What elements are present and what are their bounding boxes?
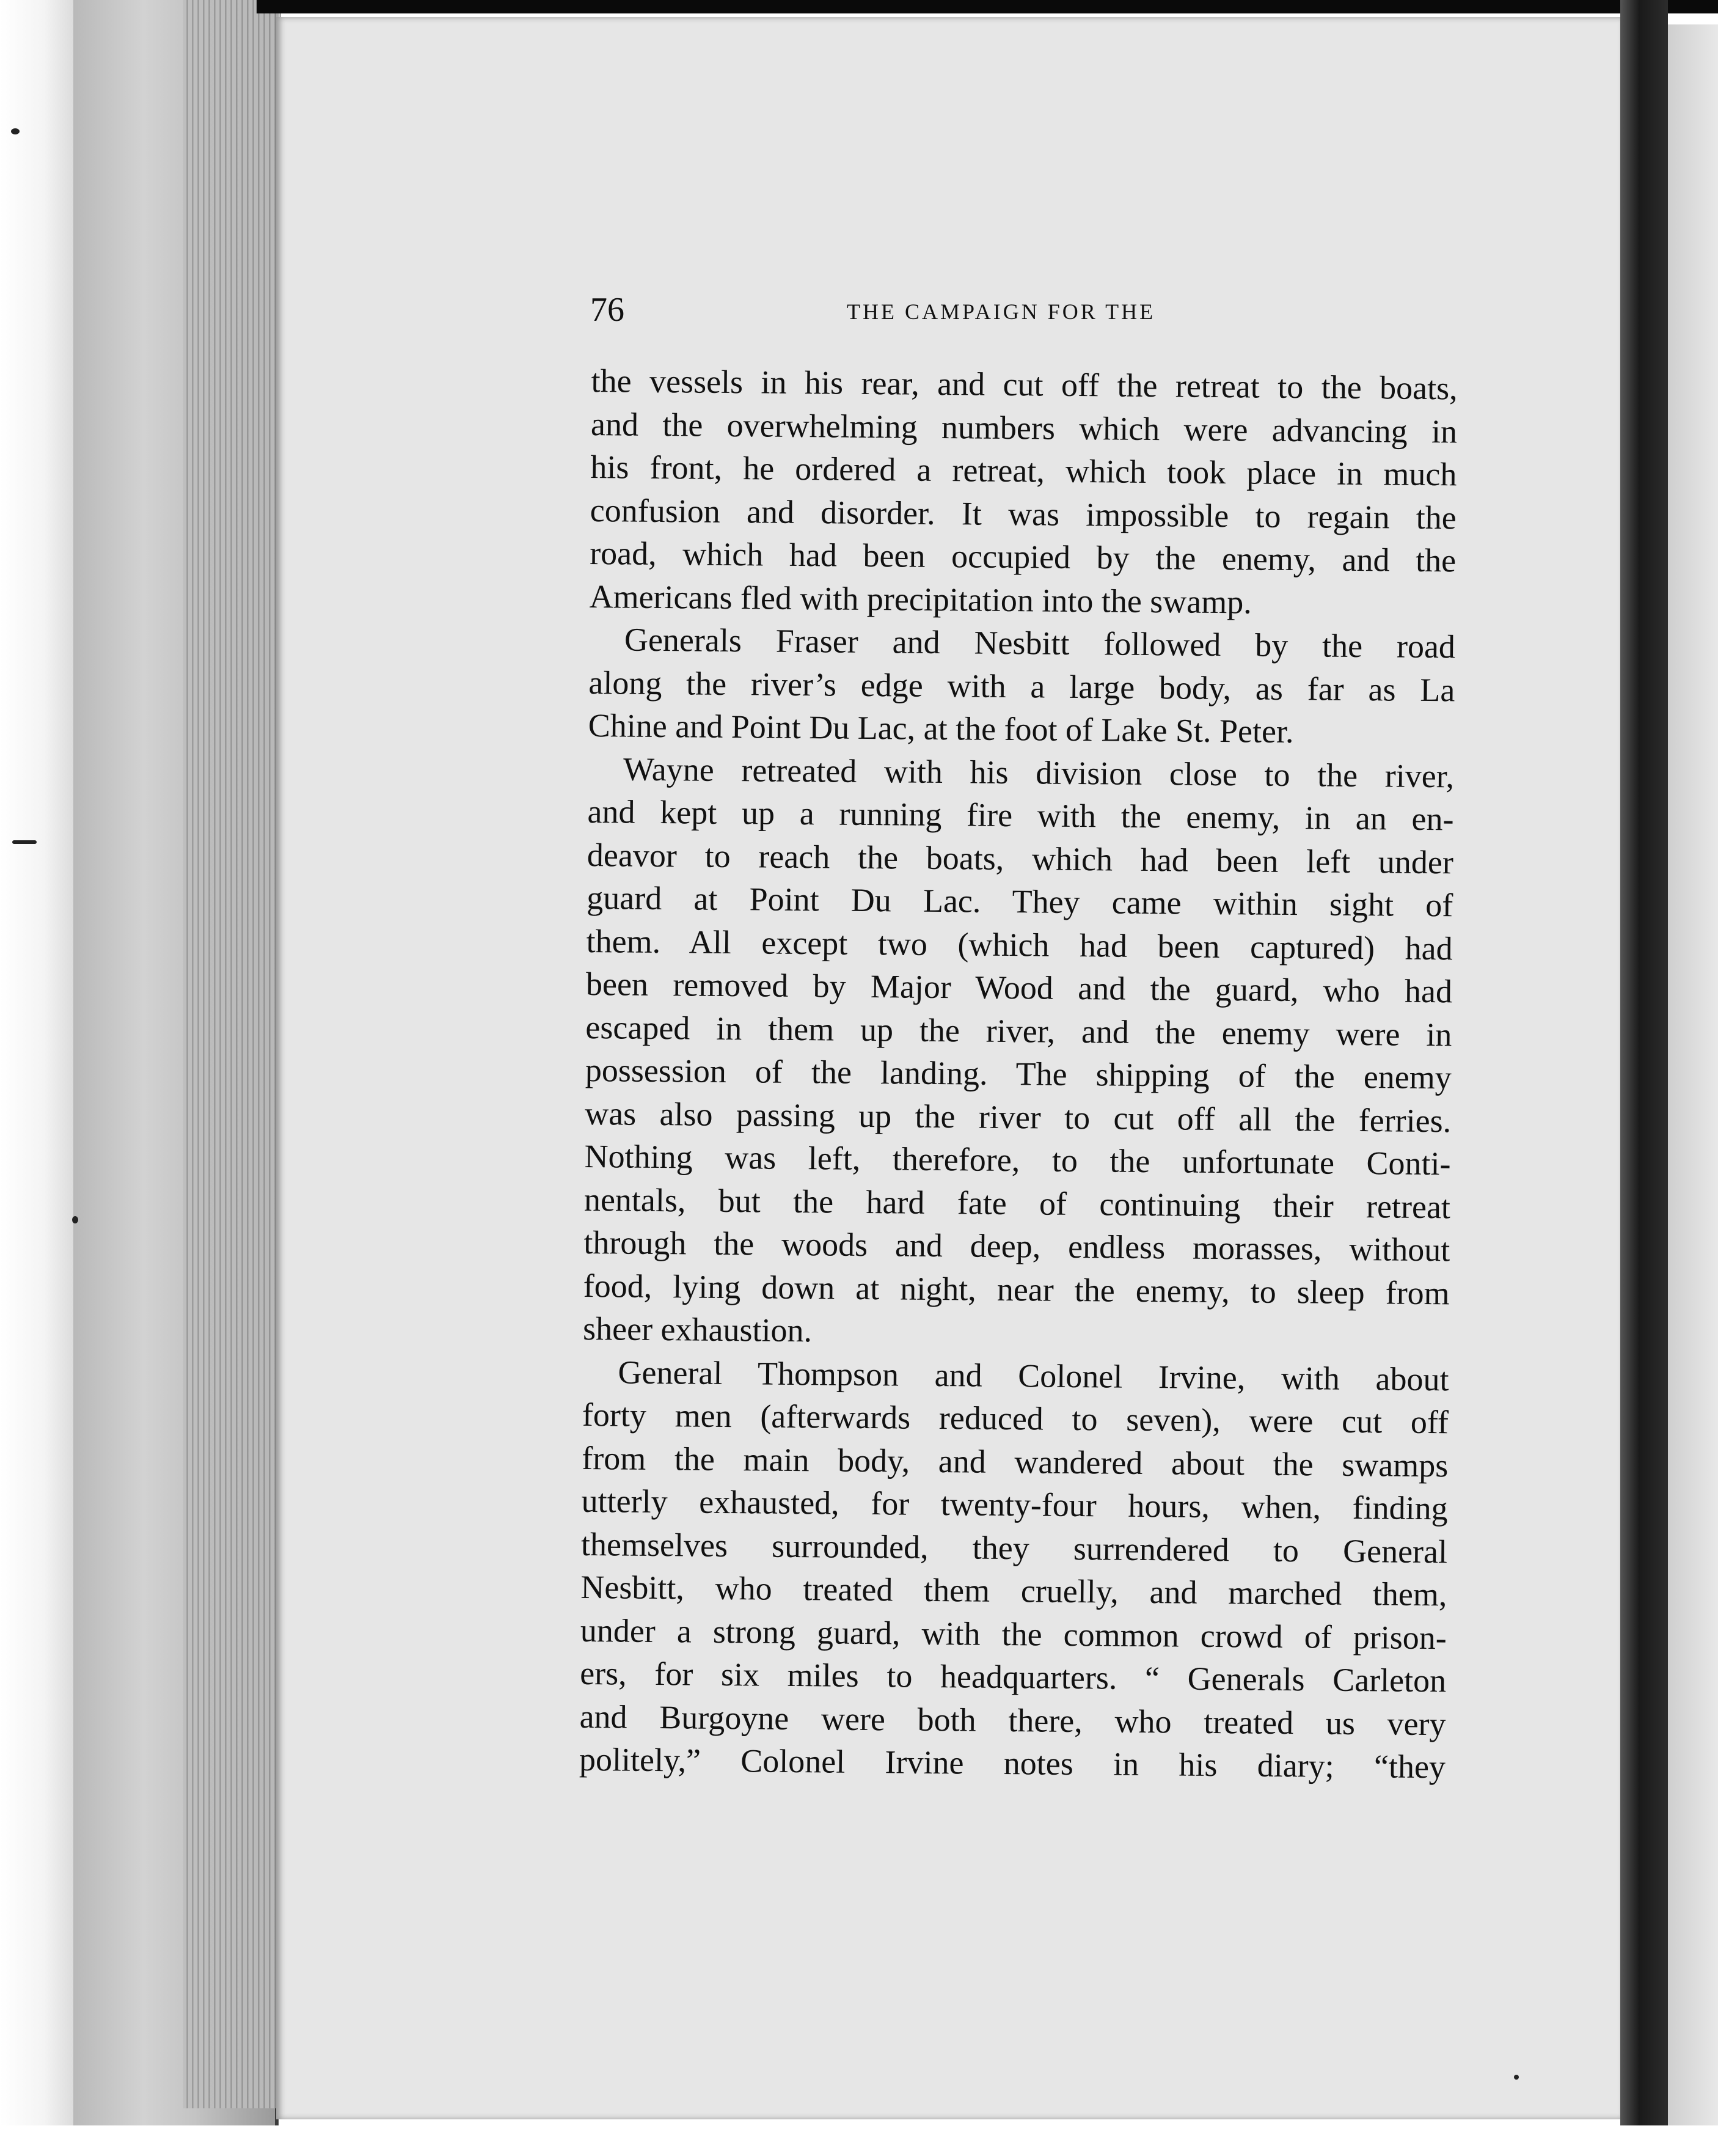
text-line: food, lying down at night, near the enemy, to sleep from	[583, 1267, 1450, 1311]
text-line: along the river’s edge with a large body, as far as La	[588, 664, 1455, 708]
text-line: Generals Fraser and Nesbitt followed by the road	[624, 621, 1456, 666]
text-line: themselves surrounded, they surrendered to General	[580, 1525, 1448, 1570]
page-stack-edges	[183, 0, 281, 2108]
paragraph	[588, 618, 1455, 755]
text-line: them. All except two (which had been captured) had	[586, 922, 1453, 967]
paragraph	[589, 359, 1458, 625]
body-text	[579, 359, 1458, 1789]
text-line: ers, for six miles to headquarters. “ Generals Carleton	[579, 1654, 1447, 1700]
text-line: Wayne retreated with his division close to the river,	[623, 750, 1455, 794]
gutter-shadow	[1620, 0, 1668, 2156]
text-line: deavor to reach the boats, which had been left under	[587, 836, 1454, 881]
next-page-edge	[1668, 24, 1718, 2127]
text-line: under a strong guard, with the common crowd of prison-	[580, 1612, 1447, 1656]
paragraph	[583, 747, 1455, 1357]
text-line: possession of the landing. The shipping of the enemy	[585, 1051, 1452, 1096]
page-number: 76	[590, 291, 624, 329]
text-line: through the woods and deep, endless morasses, without	[583, 1223, 1450, 1269]
text-line: General Thompson and Colonel Irvine, with about	[618, 1353, 1449, 1398]
running-head: THE CAMPAIGN FOR THE	[847, 299, 1156, 324]
text-line: politely,” Colonel Irvine notes in his diary; “they	[579, 1740, 1446, 1786]
text-line: escaped in them up the river, and the enemy were in	[585, 1008, 1452, 1053]
scan-speck	[11, 128, 20, 134]
scan-speck	[12, 840, 37, 844]
text-line: Chine and Point Du Lac, at the foot of Lake St. Peter.	[588, 706, 1294, 750]
paragraph	[579, 1350, 1449, 1788]
text-line: his front, he ordered a retreat, which took place in much	[590, 448, 1457, 493]
text-line: was also passing up the river to cut off all the ferries.	[584, 1094, 1452, 1139]
text-line: utterly exhausted, for twenty-four hours, when, finding	[581, 1482, 1448, 1527]
text-line: Nesbitt, who treated them cruelly, and marched them,	[580, 1568, 1447, 1613]
page-header	[590, 290, 1458, 333]
text-line: Nothing was left, therefore, to the unfortunate Conti-	[584, 1137, 1451, 1182]
text-line: confusion and disorder. It was impossible to regain the	[590, 491, 1457, 536]
text-line: nentals, but the hard fate of continuing their retreat	[583, 1181, 1451, 1225]
text-line: sheer exhaustion.	[582, 1310, 813, 1349]
text-line: and Burgoyne were both there, who treated us very	[579, 1698, 1446, 1742]
text-line: and kept up a running fire with the enemy, in an en-	[587, 793, 1454, 838]
text-line: road, which had been occupied by the enemy, and the	[589, 534, 1457, 579]
text-line: the vessels in his rear, and cut off the retreat to the boats,	[591, 362, 1458, 407]
text-line: been removed by Major Wood and the guard, who had	[585, 965, 1453, 1010]
text-line: and the overwhelming numbers which were advancing in	[590, 405, 1458, 450]
scan-speck	[72, 1216, 78, 1223]
scan-speck	[1514, 2075, 1519, 2080]
text-line: Americans fled with precipitation into the swamp.	[589, 578, 1252, 620]
scan-background-bottom	[0, 2125, 1718, 2156]
top-shadow	[257, 0, 1718, 13]
text-line: guard at Point Du Lac. They came within sight of	[587, 879, 1453, 924]
text-line: forty men (afterwards reduced to seven), were cut off	[582, 1396, 1449, 1441]
text-line: from the main body, and wandered about the swamps	[582, 1439, 1449, 1484]
scan-background-left	[0, 0, 73, 2156]
